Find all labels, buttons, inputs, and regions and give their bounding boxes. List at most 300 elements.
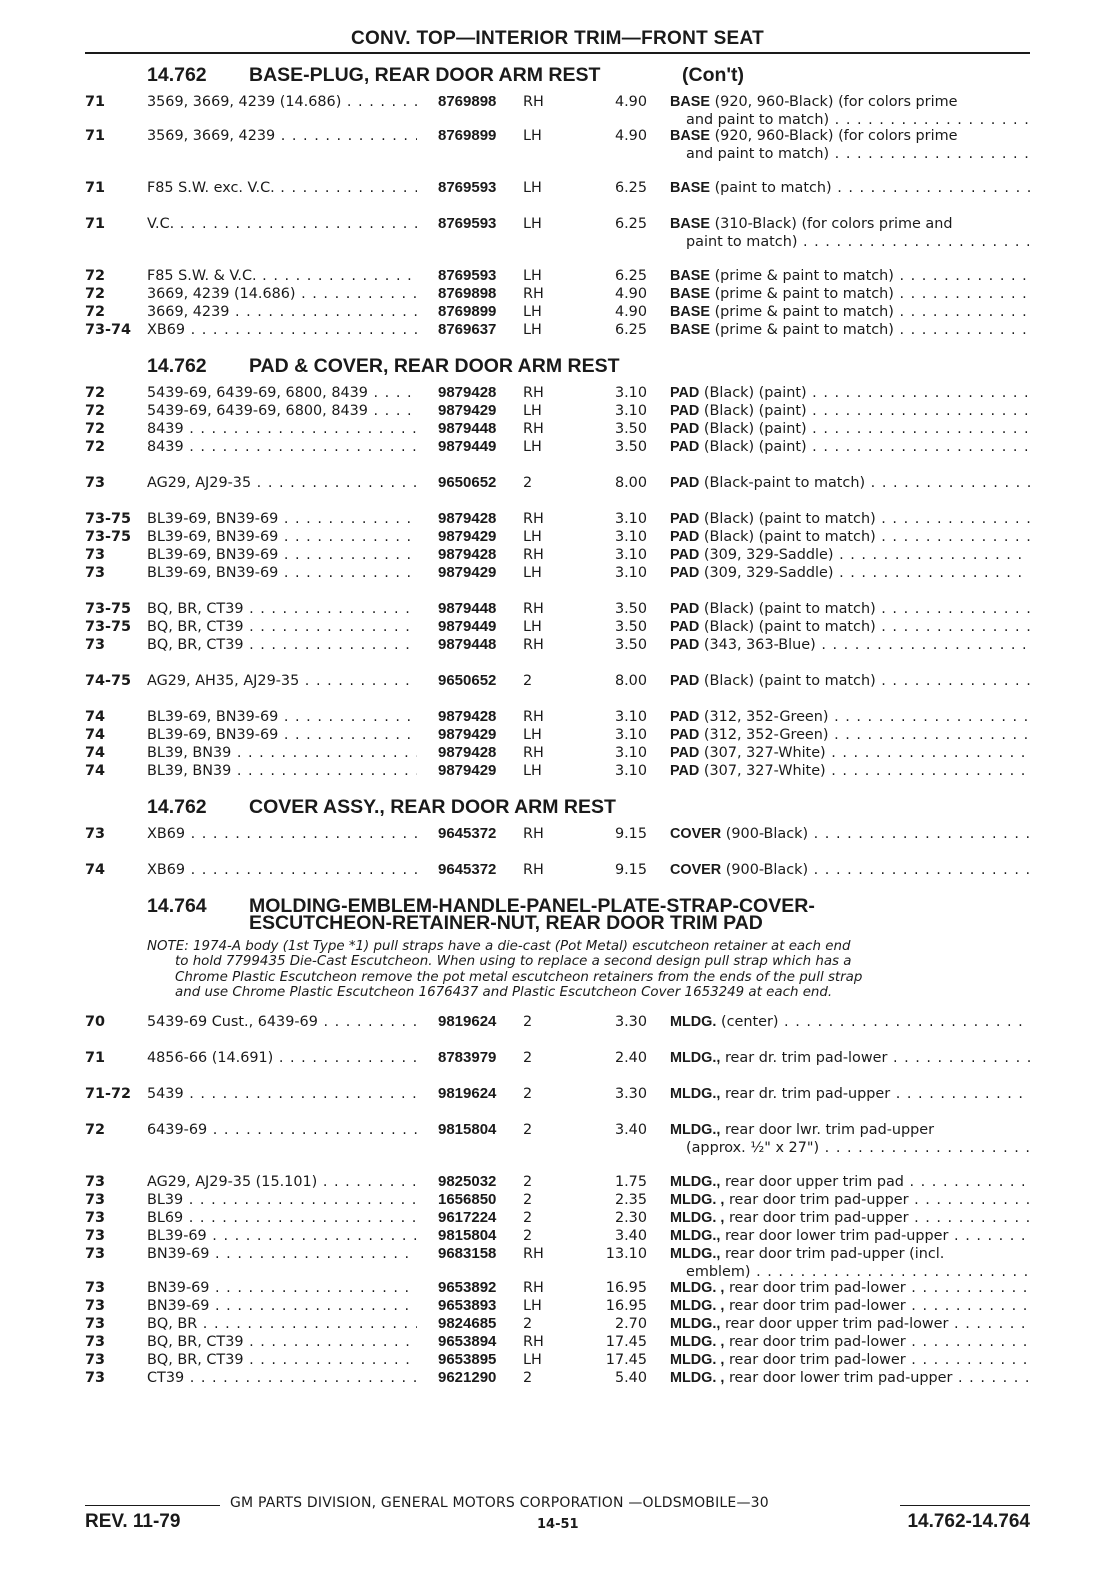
description-text: (prime & paint to match) xyxy=(714,322,894,338)
description-keyword: PAD xyxy=(670,763,700,779)
description-text: (Black) (paint) xyxy=(703,385,807,401)
description-keyword: BASE xyxy=(670,180,710,196)
application: V.C. . . . xyxy=(147,215,417,233)
description-text: (920, 960-Black) (for colors prime xyxy=(714,94,958,110)
description-keyword: MLDG. , xyxy=(670,1351,725,1368)
price: 3.10 xyxy=(614,511,647,527)
figure-number: 72 xyxy=(85,403,106,419)
price: 4.90 xyxy=(614,94,647,110)
part-number: 9825032 xyxy=(438,1172,497,1190)
price: 4.90 xyxy=(614,128,647,144)
description-text: (Black) (paint) xyxy=(703,403,807,419)
description-line xyxy=(670,215,1030,233)
description-keyword: COVER xyxy=(670,826,722,842)
parts-row xyxy=(85,1173,1035,1191)
parts-row xyxy=(85,1085,1035,1103)
figure-number: 73 xyxy=(85,1297,106,1314)
section-number: 14.762 xyxy=(147,796,207,818)
figure-number: 73 xyxy=(85,1209,106,1226)
description-text: (Black) (paint to match) xyxy=(703,619,876,635)
application: F85 S.W. & V.C. . . . xyxy=(147,267,417,285)
application: 4856-66 (14.691) . . . xyxy=(147,1049,417,1067)
section-note xyxy=(147,939,1017,1001)
price: 6.25 xyxy=(614,216,647,232)
quantity: LH xyxy=(523,565,542,581)
description-line: and paint to match) . . . xyxy=(670,145,1030,163)
quantity: RH xyxy=(523,709,544,725)
part-number: 8769637 xyxy=(438,321,497,338)
description xyxy=(670,215,1030,251)
description-text: rear door upper trim pad xyxy=(724,1173,904,1190)
description-line xyxy=(670,1085,1030,1103)
description-text: (paint to match) xyxy=(714,180,832,196)
description-keyword: PAD xyxy=(670,403,700,419)
description-line xyxy=(670,528,1030,546)
figure-number: 72 xyxy=(85,385,106,401)
application: AG29, AH35, AJ29-35 . . . xyxy=(147,672,417,690)
description-line xyxy=(670,1279,1030,1297)
description-line xyxy=(670,285,1030,303)
figure-number: 71 xyxy=(85,94,106,110)
group-spacer xyxy=(85,654,1035,672)
description-line xyxy=(670,618,1030,636)
description-line xyxy=(670,636,1030,654)
application: F85 S.W. exc. V.C. . . . xyxy=(147,179,417,197)
parts-row xyxy=(85,618,1035,636)
parts-row xyxy=(85,1279,1035,1297)
part-number: 9645372 xyxy=(438,861,497,878)
price: 3.40 xyxy=(614,1121,647,1138)
price: 4.90 xyxy=(614,304,647,320)
application: BN39-69 . . . xyxy=(147,1245,417,1263)
description xyxy=(670,618,1030,636)
price: 3.30 xyxy=(614,1085,647,1102)
description-keyword: MLDG. xyxy=(670,1013,717,1030)
part-number: 9650652 xyxy=(438,474,497,491)
description xyxy=(670,1297,1030,1315)
description-line: paint to match) . . . xyxy=(670,233,1030,251)
price: 17.45 xyxy=(605,1333,647,1350)
description xyxy=(670,546,1030,564)
note-line: NOTE: 1974-A body (1st Type *1) pull straps have a die-cast (Pot Metal) escutcheon retainer at each end xyxy=(147,939,851,954)
part-number: 9824685 xyxy=(438,1314,497,1332)
figure-number: 73 xyxy=(85,1279,106,1296)
description xyxy=(670,1121,1030,1157)
description-text: (900-Black) xyxy=(725,826,809,842)
part-number: 9879429 xyxy=(438,402,497,419)
description-text: rear door trim pad-upper xyxy=(728,1209,909,1226)
parts-row xyxy=(85,1297,1035,1315)
figure-number: 73-75 xyxy=(85,601,132,617)
description-line xyxy=(670,1121,1030,1139)
quantity: 2 xyxy=(523,1191,533,1208)
description-keyword: MLDG. , xyxy=(670,1297,725,1314)
application: XB69 . . . xyxy=(147,861,417,879)
description-text: (prime & paint to match) xyxy=(714,268,894,284)
section-title-line2: ESCUTCHEON-RETAINER-NUT, REAR DOOR TRIM PAD xyxy=(249,912,763,934)
figure-number: 70 xyxy=(85,1013,106,1030)
application: BL39-69, BN39-69 . . . xyxy=(147,510,417,528)
footer-group-range: 14.762-14.764 xyxy=(907,1511,1030,1532)
part-number: 9815804 xyxy=(438,1120,497,1138)
figure-number: 74 xyxy=(85,727,106,743)
description-line xyxy=(670,564,1030,582)
quantity: LH xyxy=(523,439,542,455)
price: 5.40 xyxy=(614,1369,647,1386)
page-footer xyxy=(85,1493,1030,1553)
quantity: LH xyxy=(523,529,542,545)
description xyxy=(670,303,1030,321)
figure-number: 73 xyxy=(85,1191,106,1208)
figure-number: 73 xyxy=(85,1333,106,1350)
parts-row xyxy=(85,510,1035,528)
group-spacer xyxy=(85,1155,1035,1173)
application: BN39-69 . . . xyxy=(147,1279,417,1297)
description-text: rear dr. trim pad-upper xyxy=(724,1085,891,1102)
figure-number: 72 xyxy=(85,286,106,302)
price: 3.30 xyxy=(614,1013,647,1030)
price: 3.40 xyxy=(614,1227,647,1244)
price: 2.30 xyxy=(614,1209,647,1226)
description xyxy=(670,825,1030,843)
figure-number: 71-72 xyxy=(85,1085,132,1102)
quantity: RH xyxy=(523,94,544,110)
parts-row xyxy=(85,179,1035,197)
description-line xyxy=(670,726,1030,744)
description-keyword: PAD xyxy=(670,673,700,689)
figure-number: 73 xyxy=(85,1227,106,1244)
description-text: (920, 960-Black) (for colors prime xyxy=(714,128,958,144)
parts-row xyxy=(85,1049,1035,1067)
figure-number: 71 xyxy=(85,1049,106,1066)
parts-row xyxy=(85,1209,1035,1227)
figure-number: 73 xyxy=(85,1369,106,1386)
parts-row xyxy=(85,1245,1035,1279)
quantity: LH xyxy=(523,128,542,144)
description-keyword: MLDG. , xyxy=(670,1333,725,1350)
description-line xyxy=(670,1351,1030,1369)
figure-number: 74 xyxy=(85,763,106,779)
description-text: (prime & paint to match) xyxy=(714,304,894,320)
quantity: 2 xyxy=(523,1049,533,1066)
description-keyword: BASE xyxy=(670,322,710,338)
parts-row xyxy=(85,762,1035,780)
part-number: 9879448 xyxy=(438,636,497,653)
description-keyword: PAD xyxy=(670,421,700,437)
parts-row xyxy=(85,636,1035,654)
part-number: 8769898 xyxy=(438,285,497,302)
part-number: 9815804 xyxy=(438,1226,497,1244)
figure-number: 73 xyxy=(85,475,106,491)
price: 6.25 xyxy=(614,268,647,284)
description-keyword: PAD xyxy=(670,529,700,545)
application: BQ, BR . . . xyxy=(147,1315,417,1333)
description-line xyxy=(670,474,1030,492)
application: CT39 . . . xyxy=(147,1369,417,1387)
parts-row xyxy=(85,1191,1035,1209)
group-spacer xyxy=(85,690,1035,708)
part-number: 8783979 xyxy=(438,1048,497,1066)
quantity: LH xyxy=(523,304,542,320)
description-text: (prime & paint to match) xyxy=(714,286,894,302)
figure-number: 74 xyxy=(85,709,106,725)
price: 3.10 xyxy=(614,547,647,563)
description xyxy=(670,1333,1030,1351)
description xyxy=(670,1315,1030,1333)
part-number: 9653892 xyxy=(438,1278,497,1296)
group-spacer xyxy=(85,161,1035,179)
quantity: RH xyxy=(523,862,544,878)
part-number: 9653895 xyxy=(438,1350,497,1368)
description xyxy=(670,285,1030,303)
price: 2.40 xyxy=(614,1049,647,1066)
quantity: 2 xyxy=(523,673,533,689)
part-number: 8769593 xyxy=(438,267,497,284)
parts-row xyxy=(85,321,1035,339)
quantity: LH xyxy=(523,727,542,743)
group-spacer xyxy=(85,456,1035,474)
page-header xyxy=(85,28,1030,54)
footer-page-number: 14-51 xyxy=(537,1517,579,1532)
description-line xyxy=(670,1013,1030,1031)
description-line xyxy=(670,825,1030,843)
description xyxy=(670,600,1030,618)
parts-row xyxy=(85,825,1035,843)
part-number: 8769593 xyxy=(438,215,497,232)
description-keyword: PAD xyxy=(670,385,700,401)
description-text: (343, 363-Blue) xyxy=(703,637,816,653)
price: 3.10 xyxy=(614,763,647,779)
parts-row xyxy=(85,1013,1035,1031)
description-text: rear door trim pad-lower xyxy=(728,1297,906,1314)
part-number: 9879449 xyxy=(438,438,497,455)
quantity: 2 xyxy=(523,1085,533,1102)
description-line xyxy=(670,1245,1030,1263)
parts-row xyxy=(85,708,1035,726)
description-line xyxy=(670,510,1030,528)
application: BL39-69, BN39-69 . . . xyxy=(147,708,417,726)
part-number: 9621290 xyxy=(438,1368,497,1386)
group-spacer xyxy=(85,1067,1035,1085)
section-title: PAD & COVER, REAR DOOR ARM REST xyxy=(249,355,620,377)
section-heading xyxy=(85,792,1035,825)
description xyxy=(670,1173,1030,1191)
parts-row xyxy=(85,420,1035,438)
part-number: 9617224 xyxy=(438,1208,497,1226)
description xyxy=(670,1351,1030,1369)
quantity: 2 xyxy=(523,1227,533,1244)
description-line xyxy=(670,321,1030,339)
description xyxy=(670,1191,1030,1209)
price: 3.10 xyxy=(614,529,647,545)
quantity: LH xyxy=(523,763,542,779)
description-keyword: BASE xyxy=(670,216,710,232)
quantity: RH xyxy=(523,421,544,437)
section-number: 14.764 xyxy=(147,895,207,917)
part-number: 9879449 xyxy=(438,618,497,635)
description-keyword: MLDG., xyxy=(670,1315,721,1332)
description-keyword: MLDG. , xyxy=(670,1209,725,1226)
parts-row xyxy=(85,285,1035,303)
description-line xyxy=(670,93,1030,111)
part-number: 1656850 xyxy=(438,1190,497,1208)
figure-number: 72 xyxy=(85,268,106,284)
figure-number: 72 xyxy=(85,421,106,437)
description-keyword: PAD xyxy=(670,727,700,743)
description xyxy=(670,179,1030,197)
description xyxy=(670,636,1030,654)
description xyxy=(670,861,1030,879)
part-number: 9819624 xyxy=(438,1012,497,1030)
description-line xyxy=(670,179,1030,197)
description xyxy=(670,1279,1030,1297)
description-text: rear door lower trim pad-upper xyxy=(728,1369,953,1386)
price: 3.10 xyxy=(614,403,647,419)
application: 5439-69, 6439-69, 6800, 8439 . . . xyxy=(147,402,417,420)
description-line xyxy=(670,708,1030,726)
description-line xyxy=(670,600,1030,618)
parts-row xyxy=(85,1227,1035,1245)
application: AG29, AJ29-35 (15.101) . . . xyxy=(147,1173,417,1191)
parts-row xyxy=(85,1315,1035,1333)
description-keyword: MLDG., xyxy=(670,1245,721,1262)
price: 13.10 xyxy=(605,1245,647,1262)
parts-row xyxy=(85,1369,1035,1387)
part-number: 9645372 xyxy=(438,825,497,842)
description-keyword: BASE xyxy=(670,286,710,302)
price: 4.90 xyxy=(614,286,647,302)
price: 16.95 xyxy=(605,1279,647,1296)
application: AG29, AJ29-35 . . . xyxy=(147,474,417,492)
parts-row xyxy=(85,384,1035,402)
description xyxy=(670,1245,1030,1281)
description-keyword: MLDG., xyxy=(670,1085,721,1102)
description-keyword: MLDG. , xyxy=(670,1191,725,1208)
parts-row xyxy=(85,744,1035,762)
group-spacer xyxy=(85,1031,1035,1049)
figure-number: 73 xyxy=(85,1173,106,1190)
application: BL39-69 . . . xyxy=(147,1227,417,1245)
figure-number: 71 xyxy=(85,216,106,232)
description xyxy=(670,1085,1030,1103)
price: 3.10 xyxy=(614,385,647,401)
description xyxy=(670,402,1030,420)
description-text: (309, 329-Saddle) xyxy=(703,547,834,563)
section-title: BASE-PLUG, REAR DOOR ARM REST xyxy=(249,64,601,86)
group-spacer xyxy=(85,843,1035,861)
description-text: (Black) (paint) xyxy=(703,421,807,437)
quantity: 2 xyxy=(523,1173,533,1190)
description-keyword: PAD xyxy=(670,601,700,617)
description-line xyxy=(670,1049,1030,1067)
application: 5439-69 Cust., 6439-69 . . . xyxy=(147,1013,417,1031)
section-spacer xyxy=(85,780,1035,792)
quantity: LH xyxy=(523,216,542,232)
application: XB69 . . . xyxy=(147,321,417,339)
application: BL69 . . . xyxy=(147,1209,417,1227)
description-keyword: BASE xyxy=(670,304,710,320)
price: 6.25 xyxy=(614,322,647,338)
description-keyword: MLDG., xyxy=(670,1121,721,1138)
part-number: 9683158 xyxy=(438,1244,497,1262)
description-line xyxy=(670,402,1030,420)
figure-number: 74 xyxy=(85,862,106,878)
figure-number: 73 xyxy=(85,565,106,581)
figure-number: 73-75 xyxy=(85,529,132,545)
part-number: 8769899 xyxy=(438,303,497,320)
description-line xyxy=(670,546,1030,564)
page-title: CONV. TOP—INTERIOR TRIM—FRONT SEAT xyxy=(350,28,765,49)
description-text: (center) xyxy=(720,1013,779,1030)
application: 3669, 4239 . . . xyxy=(147,303,417,321)
quantity: RH xyxy=(523,511,544,527)
figure-number: 71 xyxy=(85,180,106,196)
description-text: rear door lwr. trim pad-upper xyxy=(724,1121,935,1138)
figure-number: 72 xyxy=(85,1121,106,1138)
description xyxy=(670,528,1030,546)
note-line: to hold 7799435 Die-Cast Escutcheon. When using to replace a second design pull strap which has a xyxy=(175,954,852,970)
description-keyword: MLDG., xyxy=(670,1049,721,1066)
description-line xyxy=(670,127,1030,145)
note-line: Chrome Plastic Escutcheon remove the pot metal escutcheon retainers from the ends of the pull strap xyxy=(175,969,863,985)
parts-row xyxy=(85,215,1035,249)
description-line: (approx. ½" x 27") . . . xyxy=(670,1139,1030,1157)
price: 9.15 xyxy=(614,862,647,878)
figure-number: 71 xyxy=(85,128,106,144)
parts-row xyxy=(85,474,1035,492)
quantity: RH xyxy=(523,1333,544,1350)
price: 2.70 xyxy=(614,1315,647,1332)
description xyxy=(670,744,1030,762)
parts-row xyxy=(85,672,1035,690)
quantity: LH xyxy=(523,1351,542,1368)
footer-rule-right xyxy=(900,1505,1030,1506)
part-number: 9819624 xyxy=(438,1084,497,1102)
description-text: rear door trim pad-lower xyxy=(728,1333,906,1350)
description-keyword: PAD xyxy=(670,547,700,563)
section-heading xyxy=(85,351,1035,384)
description-line xyxy=(670,1227,1030,1245)
description xyxy=(670,1369,1030,1387)
description-keyword: PAD xyxy=(670,709,700,725)
application: BQ, BR, CT39 . . . xyxy=(147,1351,417,1369)
description-text: (Black) (paint to match) xyxy=(703,511,876,527)
parts-row xyxy=(85,267,1035,285)
description-line xyxy=(670,420,1030,438)
figure-number: 73-75 xyxy=(85,619,132,635)
description-line xyxy=(670,1369,1030,1387)
quantity: 2 xyxy=(523,1315,533,1332)
description-line xyxy=(670,672,1030,690)
description-line xyxy=(670,762,1030,780)
description-line xyxy=(670,1173,1030,1191)
description-text: (307, 327-White) xyxy=(703,745,826,761)
price: 3.10 xyxy=(614,745,647,761)
part-number: 9879429 xyxy=(438,528,497,545)
description-text: (Black) (paint to match) xyxy=(703,529,876,545)
description xyxy=(670,474,1030,492)
description-line: emblem) . . . xyxy=(670,1263,1030,1281)
parts-catalog-content xyxy=(85,60,1035,1387)
quantity: RH xyxy=(523,1279,544,1296)
figure-number: 73 xyxy=(85,1245,106,1262)
part-number: 8769593 xyxy=(438,179,497,196)
description-text: (312, 352-Green) xyxy=(703,727,829,743)
description-text: (Black) (paint to match) xyxy=(703,601,876,617)
description-keyword: COVER xyxy=(670,862,722,878)
application: BL39 . . . xyxy=(147,1191,417,1209)
price: 17.45 xyxy=(605,1351,647,1368)
